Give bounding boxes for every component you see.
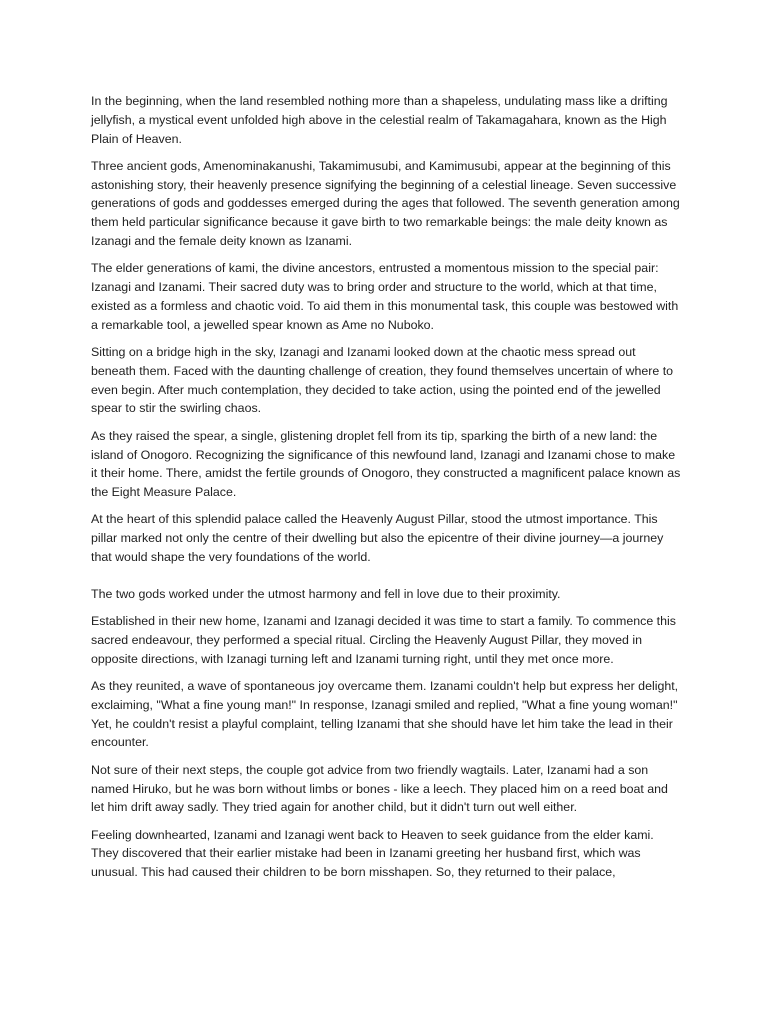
document-page (91, 92, 681, 890)
paragraph-8: Established in their new home, Izanami and Izanagi decided it was time to start a family. To commence this sacred endeavour, they performed a special ritual. Circling the Heavenly August Pillar, they moved in opposite directions, with Izanagi turning left and Izanami turning right, until they met once more. (91, 614, 676, 666)
paragraph-7: The two gods worked under the utmost harmony and fell in love due to their proximity. (91, 586, 561, 601)
paragraph-6: At the heart of this splendid palace called the Heavenly August Pillar, stood the utmost importance. This pillar marked not only the centre of their dwelling but also the epicentre of their divine journey—a journey that would shape the very foundations of the world. (91, 512, 664, 565)
paragraph-5: As they raised the spear, a single, glistening droplet fell from its tip, sparking the birth of a new land: the island of Onogoro. Recognizing the significance of this newfound land, Izanagi and Izanami chose to make it their home. There, amidst the fertile grounds of Onogoro, they constructed a magnificent palace known as the Eight Measure Palace. (91, 428, 681, 500)
paragraph-3: The elder generations of kami, the divine ancestors, entrusted a momentous mission to the special pair: Izanagi and Izanami. Their sacred duty was to bring order and structure to the world, which at that time, existed as a formless and chaotic void. To aid them in this monumental task, this couple was bestowed with a remarkable tool, a jewelled spear known as Ame no Nuboko. (91, 261, 679, 332)
paragraph-10: Not sure of their next steps, the couple got advice from two friendly wagtails. Later, Izanami had a son named Hiruko, but he was born without limbs or bones - like a leech. They placed him on a reed boat and let him drift away sadly. They tried again for another child, but it didn't turn out well either. (91, 762, 668, 815)
paragraph-4: Sitting on a bridge high in the sky, Izanagi and Izanami looked down at the chaotic mess spread out beneath them. Faced with the daunting challenge of creation, they found themselves uncertain of where to even begin. After much contemplation, they decided to take action, using the pointed end of the jewelled spear to stir the swirling chaos. (91, 345, 674, 416)
paragraph-9: As they reunited, a wave of spontaneous joy overcame them. Izanami couldn't help but express her delight, exclaiming, "What a fine young man!" In response, Izanagi smiled and replied, "What a fine young woman!" Yet, he couldn't resist a playful complaint, telling Izanami that she should have let him take the lead in their encounter. (91, 679, 679, 750)
paragraph-1: In the beginning, when the land resembled nothing more than a shapeless, undulating mass like a drifting jellyfish, a mystical event unfolded high above in the celestial realm of Takamagahara, known as the High Plain of Heaven. (91, 94, 668, 146)
paragraph-11: Feeling downhearted, Izanami and Izanagi went back to Heaven to seek guidance from the elder kami. They discovered that their earlier mistake had been in Izanami greeting her husband first, which was unusual. This had caused their children to be born misshapen. So, they returned to their palace, (91, 827, 654, 880)
paragraph-2: Three ancient gods, Amenominakanushi, Takamimusubi, and Kamimusubi, appear at the beginning of this astonishing story, their heavenly presence signifying the beginning of a celestial lineage. Seven successive generations of gods and goddesses emerged during the ages that followed. The seventh generation among them held particular significance because it gave birth to two remarkable beings: the male deity known as Izanagi and the female deity known as Izanami. (91, 158, 680, 249)
